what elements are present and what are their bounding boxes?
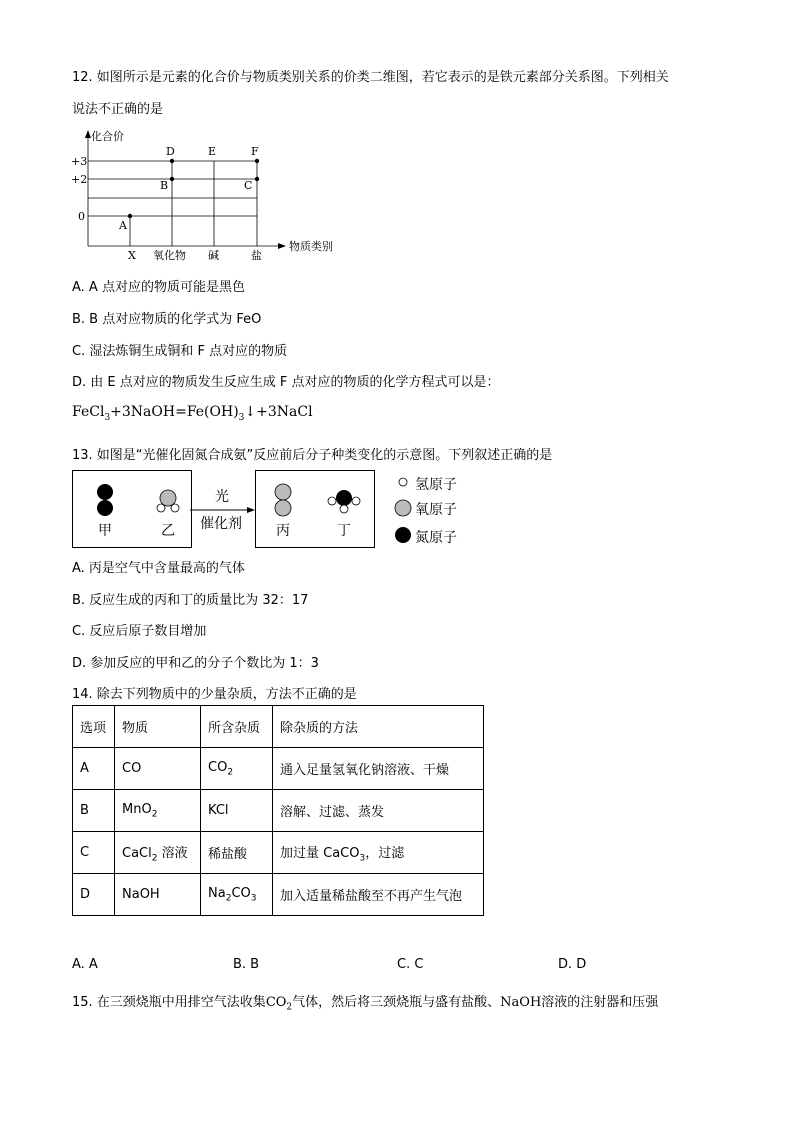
legend-icons [393,473,413,545]
legend-oxygen: 氧原子 [415,502,457,518]
point-f-dot [255,159,259,163]
reactants-box [72,470,192,548]
oxygen-atom-icon [275,500,291,516]
cell-method: 通入足量氢氧化钠溶液、干燥 [273,748,484,790]
cell-impurity: $Na_2CO_3$ [201,874,273,916]
cell-impurity: KCl [201,790,273,832]
legend-nitrogen: 氮原子 [415,530,457,546]
q13-option-a: A. 丙是空气中含量最高的气体 [72,561,245,576]
cell-method: 溶解、过滤、蒸发 [273,790,484,832]
table-header-row [73,706,484,748]
cell-option: C [73,832,115,874]
table-row [73,748,484,790]
point-b-dot [170,177,174,181]
molecule-yi-label: 乙 [161,523,175,539]
q14-option-c: C. C [397,957,424,972]
point-a-dot [128,214,132,218]
q14-option-d: D. D [558,957,587,972]
cell-substance: CaCl$_2$ 溶液 [115,832,201,874]
arrow-condition-catalyst: 催化剂 [200,516,242,532]
point-c-label: C [244,179,253,192]
header-impurity: 所含杂质 [201,706,273,748]
hydrogen-atom-icon [171,504,179,512]
impurity-removal-table [72,705,484,916]
nitrogen-atom-icon [97,500,113,516]
hydrogen-atom-icon [399,478,407,486]
cell-method: 加入适量稀盐酸至不再产生气泡 [273,874,484,916]
x-tick-x: X [128,249,136,262]
table-row [73,832,484,874]
cell-substance: NaOH [115,874,201,916]
header-substance: 物质 [115,706,201,748]
q14-option-b: B. B [233,957,260,972]
cell-option: B [73,790,115,832]
y-tick-plus2: +2 [71,173,88,186]
cell-substance: CO [115,748,201,790]
molecule-bing-label: 丙 [276,523,290,539]
q13-stem: 13. 如图是“光催化固氮合成氨”反应前后分子种类变化的示意图。下列叙述正确的是 [72,448,553,463]
point-b-label: B [160,179,169,192]
q13-option-b: B. 反应生成的丙和丁的质量比为 32：17 [72,593,309,608]
hydrogen-atom-icon [340,505,348,513]
x-axis-arrow-icon [278,243,286,249]
nitrogen-atom-icon [336,490,352,506]
q12-stem-line2: 说法不正确的是 [72,102,164,117]
hydrogen-atom-icon [157,504,165,512]
q13-option-c: C. 反应后原子数目增加 [72,624,207,639]
header-option: 选项 [73,706,115,748]
point-f-label: F [251,145,259,158]
q12-stem-line1: 12. 如图所示是元素的化合价与物质类别关系的价类二维图，若它表示的是铁元素部分关系图。下列相关 [72,70,669,85]
q14-stem: 14. 除去下列物质中的少量杂质，方法不正确的是 [72,687,357,702]
cell-option: D [73,874,115,916]
cell-option: A [73,748,115,790]
y-axis-label: 化合价 [91,130,124,143]
q12-option-a: A. A 点对应的物质可能是黑色 [72,280,245,295]
valence-category-chart [60,124,360,264]
q12-option-d: D. 由 E 点对应的物质发生反应生成 F 点对应的物质的化学方程式可以是： [72,375,500,390]
x-tick-salt: 盐 [251,249,262,262]
q12-option-c: C. 湿法炼铜生成铜和 F 点对应的物质 [72,344,288,359]
legend-hydrogen: 氢原子 [415,477,457,493]
x-tick-oxide: 氧化物 [153,249,186,262]
q13-option-d: D. 参加反应的甲和乙的分子个数比为 1：3 [72,656,319,671]
hydrogen-atom-icon [352,497,360,505]
table-row [73,790,484,832]
cell-impurity: 稀盐酸 [201,832,273,874]
oxygen-atom-icon [275,484,291,500]
q14-option-a: A. A [72,957,98,972]
molecule-ding-label: 丁 [337,523,351,539]
table-row [73,874,484,916]
products-box [255,470,375,548]
header-method: 除杂质的方法 [273,706,484,748]
nitrogen-atom-icon [395,527,411,543]
hydrogen-atom-icon [328,497,336,505]
x-axis-label: 物质类别 [289,240,333,253]
point-c-dot [255,177,259,181]
nitrogen-atom-icon [97,484,113,500]
q15-stem: 15. 在三颈烧瓶中用排空气法收集$CO_2$气体，然后将三颈烧瓶与盛有盐酸、NaOH溶液的注射器和压强 [72,995,659,1013]
y-tick-plus3: +3 [71,155,88,168]
cell-substance: MnO$_2$ [115,790,201,832]
arrow-condition-light: 光 [215,489,229,505]
nitrogen-atom-icon [160,490,176,506]
cell-method: 加过量 CaCO$_3$，过滤 [273,832,484,874]
point-a-label: A [119,219,127,232]
point-d-label: D [166,145,175,158]
point-e-label: E [208,145,217,158]
q12-option-b: B. B 点对应物质的化学式为 FeO [72,312,262,327]
point-d-dot [170,159,174,163]
oxygen-atom-icon [395,500,411,516]
molecule-jia-label: 甲 [98,523,112,539]
y-tick-zero: 0 [78,210,85,223]
x-tick-base: 碱 [208,249,219,262]
cell-impurity: $CO_2$ [201,748,273,790]
q12-equation: $FeCl_3+3NaOH=Fe(OH)_3↓+3NaCl$ [72,404,313,423]
